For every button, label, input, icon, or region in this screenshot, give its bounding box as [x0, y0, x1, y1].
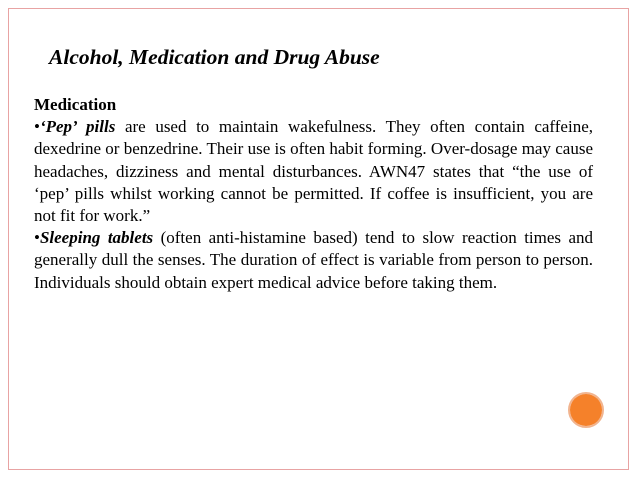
bullet-text-pep-pills: are used to maintain wakefulness. They often contain caffeine, dexedrine or benzedrine. Their use is often habit forming. Over-dosage may cause headaches, dizziness and mental disturbances. AWN47 states that “the use of ‘pep’ pills whilst working cannot be permitted. If coffee is insufficient, you are not fit for work.” — [34, 117, 593, 226]
bullet-pep-pills — [34, 116, 593, 227]
bullet-lead-sleeping-tablets: Sleeping tablets — [39, 228, 154, 248]
section-heading: Medication — [34, 95, 117, 114]
bullet-marker: • — [34, 117, 40, 137]
bullet-sleeping-tablets — [34, 227, 593, 294]
bullet-lead-pep-pills: ‘Pep’ pills — [39, 117, 116, 137]
slide-body — [34, 94, 593, 294]
bullet-marker: • — [34, 228, 40, 248]
bullet-text-sleeping-tablets: (often anti-histamine based) tend to slow reaction times and generally dull the senses. The duration of effect is variable from person to person. Individuals should obtain expert medical advice before taking them. — [34, 228, 594, 292]
decorative-orange-circle — [570, 394, 602, 426]
slide-title: Alcohol, Medication and Drug Abuse — [49, 45, 380, 69]
